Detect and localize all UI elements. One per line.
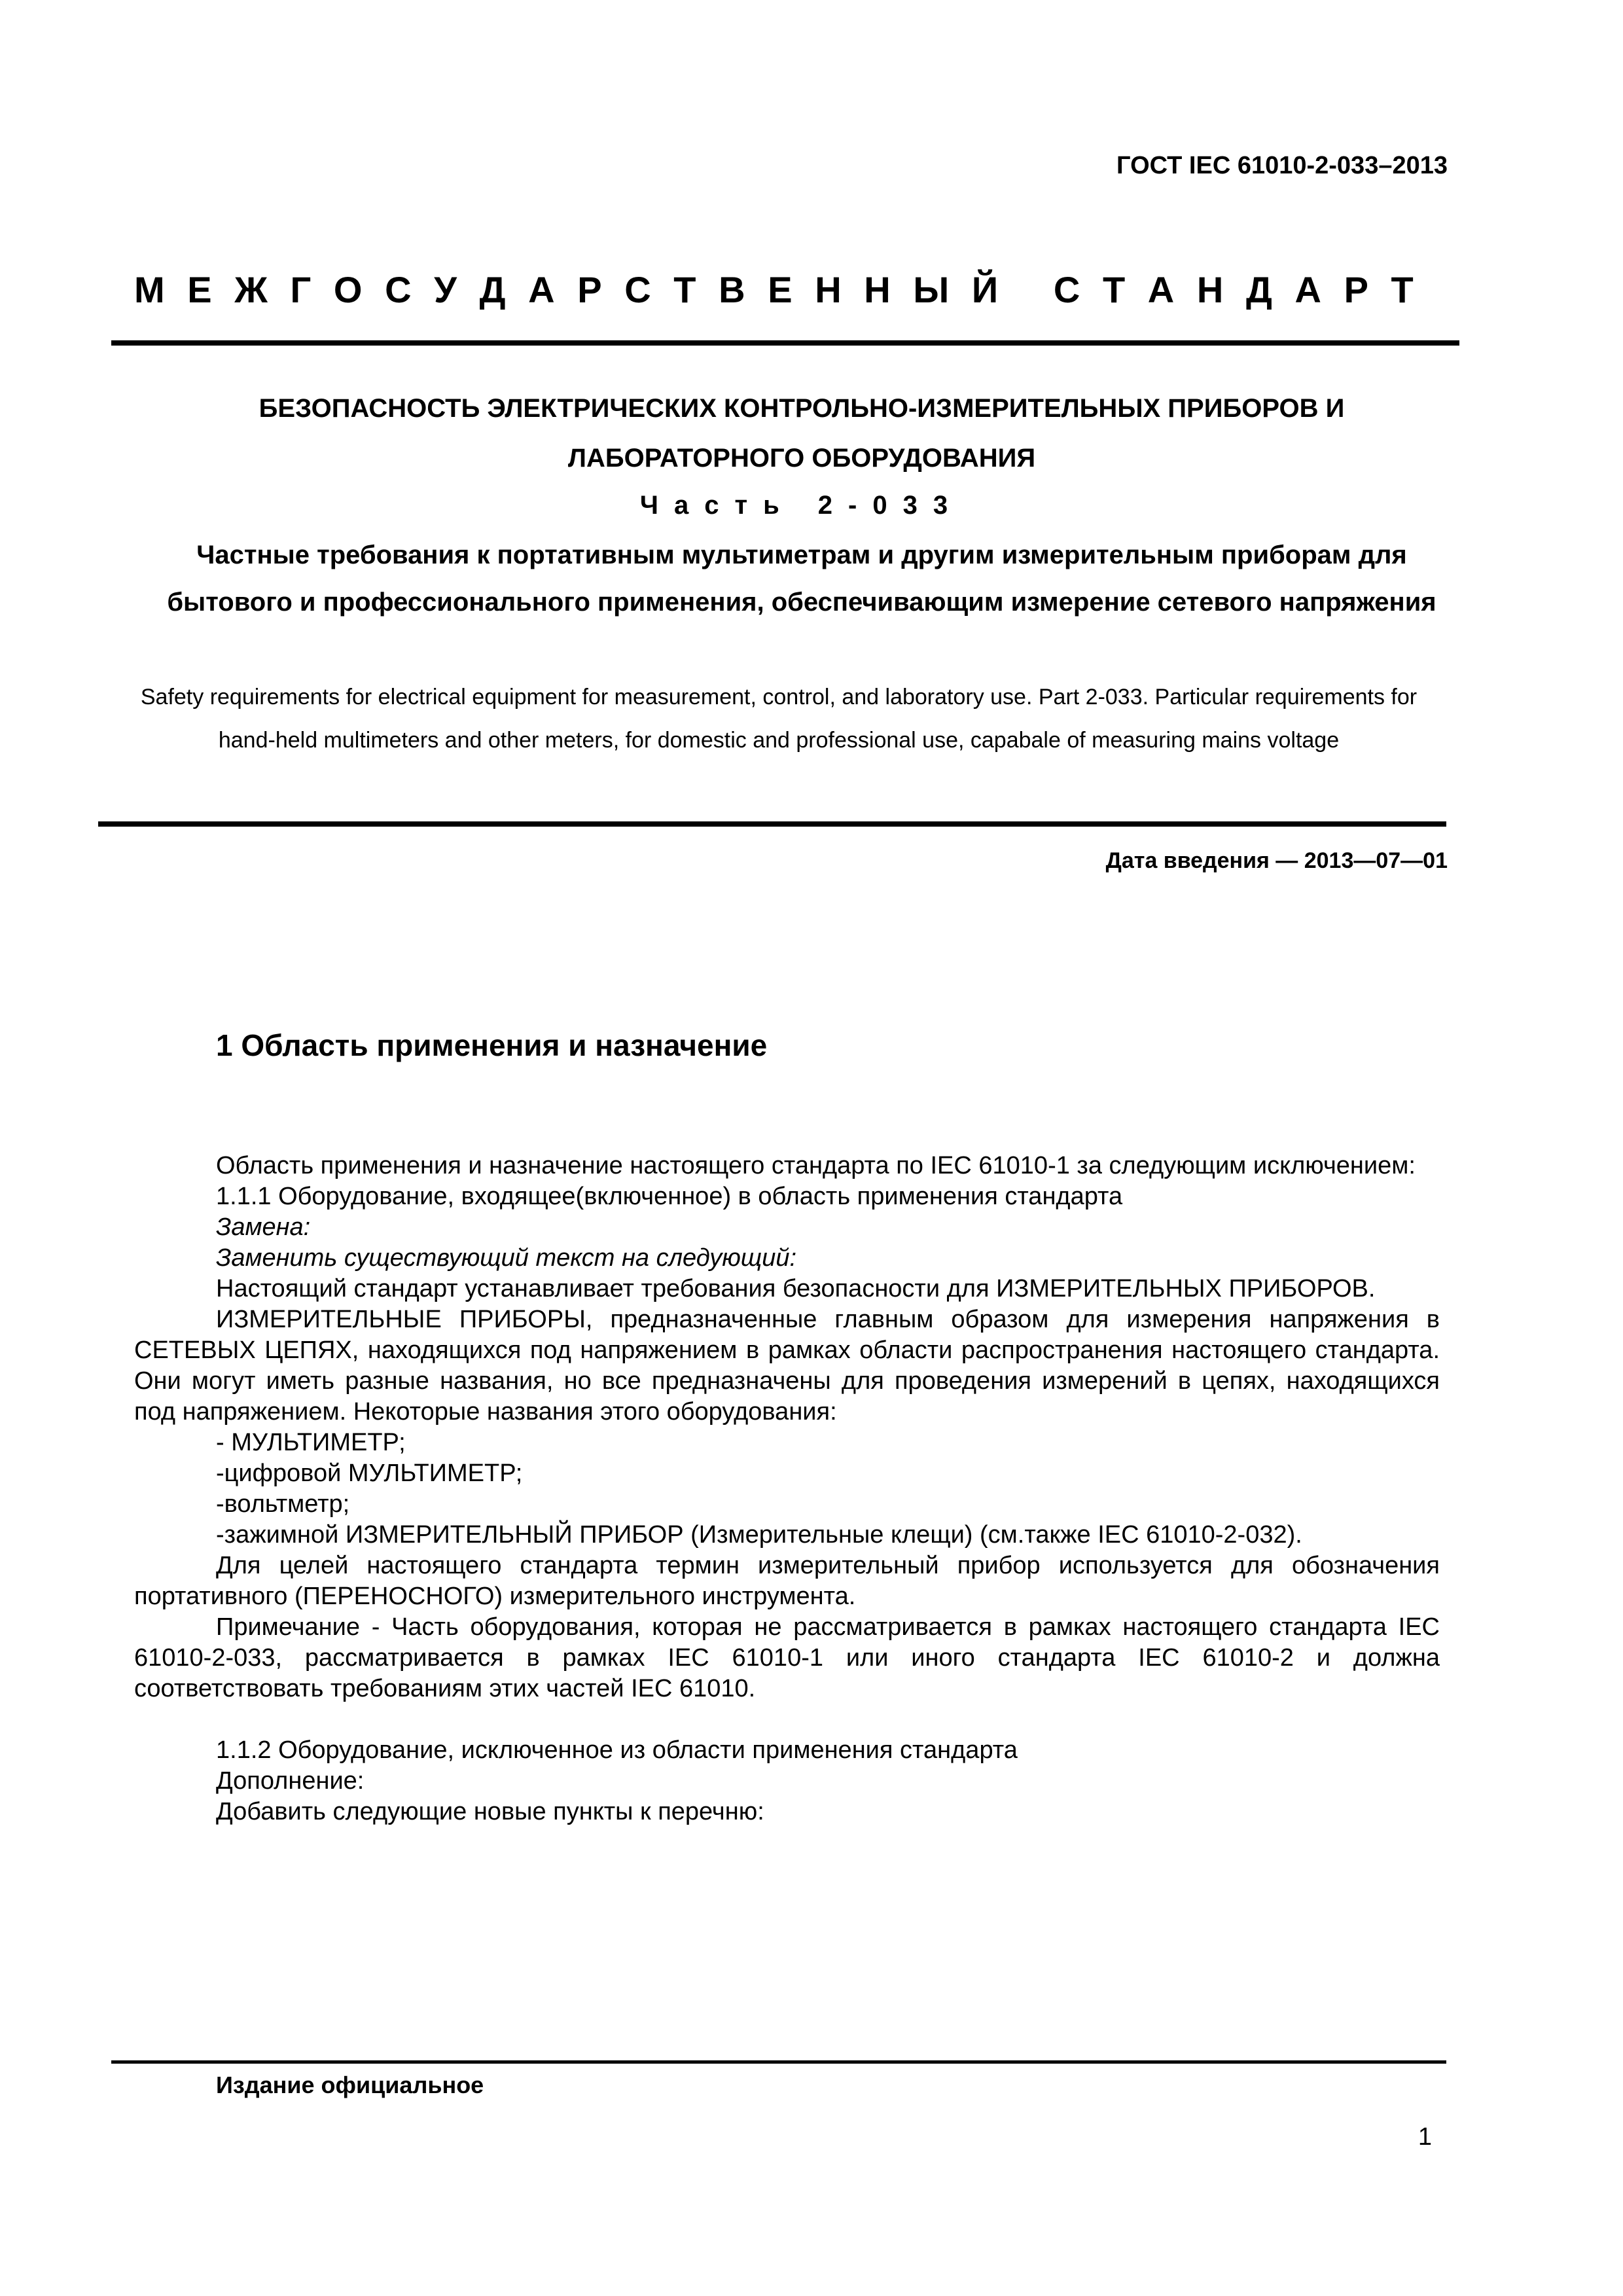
spacer (134, 1704, 1440, 1735)
note: Примечание - Часть оборудования, которая не рассматривается в рамках настоящего стандарта IEC 61010-2-033, рассматривается в рамках IEC 61010-1 или иного стандарта IEC 61010-2 и должна соответствовать требованиям этих частей IEC 61010. (134, 1613, 1440, 1702)
heading-letter: Т (673, 269, 696, 310)
heading-letter: Е (187, 269, 212, 310)
heading-letter: Н (815, 269, 842, 310)
header-divider (111, 340, 1459, 346)
official-edition-label: Издание официальное (216, 2072, 484, 2098)
heading-letter: М (134, 269, 165, 310)
footer-divider (111, 2060, 1446, 2064)
heading-letter: У (434, 269, 457, 310)
section-body (134, 1151, 1440, 1827)
heading-letter: О (333, 269, 363, 310)
heading-letter: Ы (913, 269, 950, 310)
heading-letter: В (719, 269, 745, 310)
addition-instruction: Добавить следующие новые пункты к перечню: (216, 1798, 764, 1825)
heading-letter: Д (479, 269, 506, 310)
paragraph: Для целей настоящего стандарта термин измерительный прибор используется для обозначения портативного (ПЕРЕНОСНОГО) измерительного инструмента. (134, 1552, 1440, 1610)
subtitle-line-1: Частные требования к портативным мультиметрам и другим измерительным приборам для (196, 541, 1407, 569)
date-of-introduction: Дата введения — 2013—07—01 (1105, 848, 1448, 873)
replacement-label: Замена: (216, 1213, 311, 1241)
heading-letter: Н (1196, 269, 1224, 310)
list-item: - МУЛЬТИМЕТР; (216, 1429, 406, 1456)
heading-letter: А (1147, 269, 1175, 310)
title-divider (98, 821, 1446, 827)
english-title: Safety requirements for electrical equipment for measurement, control, and laboratory use. Part 2-033. Particular requirements for hand-held multimeters and other meters, for domestic and professional use, capabale of measuring mains voltage (140, 685, 1418, 753)
clause-1-1-1: 1.1.1 Оборудование, входящее(включенное) в область применения стандарта (216, 1183, 1123, 1210)
paragraph: Область применения и назначение настоящего стандарта по IEC 61010-1 за следующим исключением: (216, 1152, 1416, 1179)
section-heading: 1 Область применения и назначение (216, 1028, 768, 1062)
heading-letter: А (528, 269, 555, 310)
heading-letter: Н (864, 269, 891, 310)
subtitle-line-2: бытового и профессионального применения, обеспечивающим измерение сетевого напряжения (167, 588, 1436, 617)
paragraph: Настоящий стандарт устанавливает требования безопасности для ИЗМЕРИТЕЛЬНЫХ ПРИБОРОВ. (216, 1275, 1376, 1302)
heading-letter: Р (577, 269, 602, 310)
page-number: 1 (1418, 2123, 1432, 2151)
heading-letter: Й (971, 269, 999, 310)
list-item: -зажимной ИЗМЕРИТЕЛЬНЫЙ ПРИБОР (Измерительные клещи) (см.также IEC 61010-2-032). (216, 1521, 1302, 1549)
heading-letter: Т (1391, 269, 1414, 310)
heading-letter: Г (290, 269, 312, 310)
title-line-2: ЛАБОРАТОРНОГО ОБОРУДОВАНИЯ (567, 444, 1036, 473)
list-item: -вольтметр; (216, 1490, 350, 1518)
replacement-instruction: Заменить существующий текст на следующий: (216, 1244, 797, 1272)
heading-word-gap (1021, 268, 1031, 311)
part-number: Часть 2-033 (639, 491, 964, 520)
heading-letter: С (1053, 269, 1080, 310)
heading-letter: Ж (234, 269, 268, 310)
clause-1-1-2: 1.1.2 Оборудование, исключенное из области применения стандарта (216, 1736, 1018, 1764)
heading-letter: Т (1102, 269, 1126, 310)
list-item: -цифровой МУЛЬТИМЕТР; (216, 1460, 523, 1487)
heading-letter: Д (1245, 269, 1272, 310)
heading-letter: А (1294, 269, 1321, 310)
title-line-1: БЕЗОПАСНОСТЬ ЭЛЕКТРИЧЕСКИХ КОНТРОЛЬНО-ИЗМЕРИТЕЛЬНЫХ ПРИБОРОВ И (259, 394, 1345, 423)
paragraph: ИЗМЕРИТЕЛЬНЫЕ ПРИБОРЫ, предназначенные главным образом для измерения напряжения в СЕТЕВЫХ ЦЕПЯХ, находящихся под напряжением в рамках области распространения настоящего стандарта. Они могут иметь разные названия, но все предназначены для проведения измерений в цепях, находящихся под напряжением. Некоторые названия этого оборудования: (134, 1306, 1440, 1426)
heading-letter: С (624, 269, 651, 310)
document-designation: ГОСТ IEC 61010-2-033–2013 (1116, 152, 1448, 179)
addition-label: Дополнение: (216, 1767, 365, 1795)
interstate-standard-heading (134, 268, 1414, 311)
heading-letter: Е (768, 269, 793, 310)
heading-letter: С (385, 269, 412, 310)
heading-letter: Р (1344, 269, 1368, 310)
